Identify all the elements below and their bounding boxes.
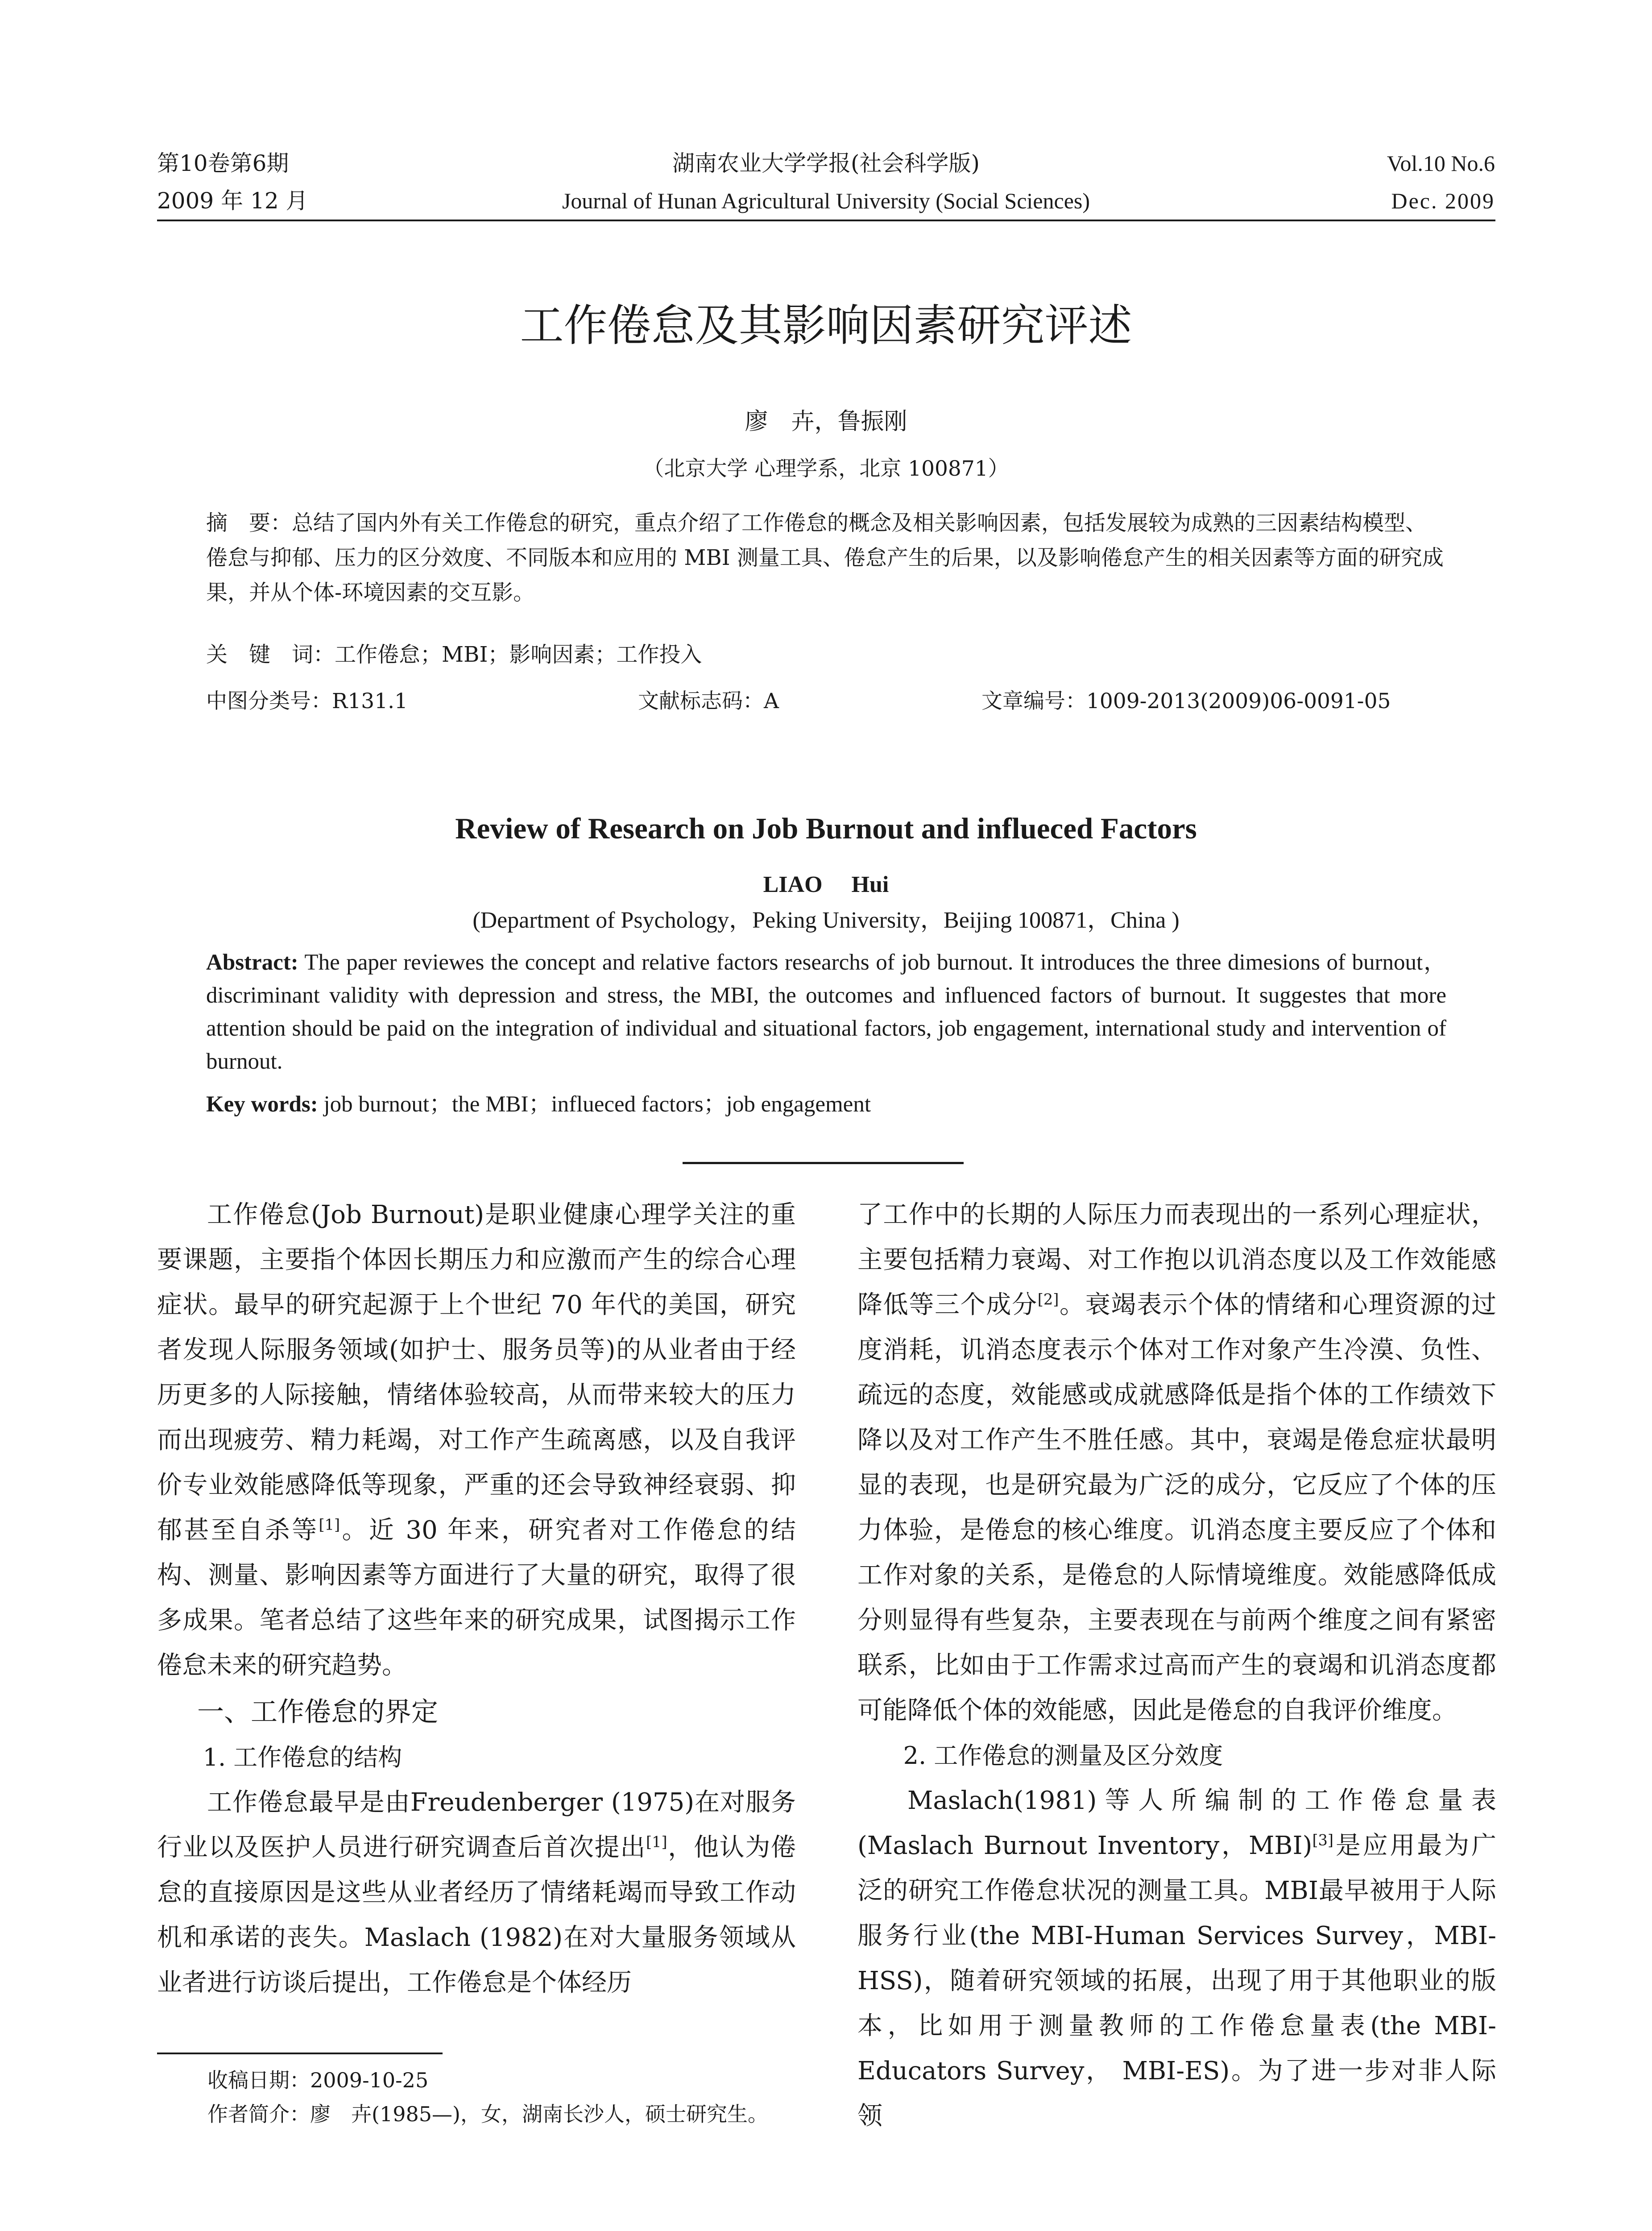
intro-text-b: 。近 30 年来，研究者对工作倦怠的结构、测量、影响因素等方面进行了大量的研究，取得了很多成果。笔者总结了这些年来的研究成果，试图揭示工作倦怠未来的研究趋势。 [157,1516,796,1680]
affiliation-zh: （北京大学 心理学系，北京 100871） [643,456,1009,481]
affiliation-en: (Department of Psychology，Peking University，Beijing 100871，China ) [472,908,1180,933]
keywords-en-text: job burnout；the MBI；influeced factors；job engagement [323,1092,871,1117]
citation-3: [3] [1312,1831,1334,1849]
abstract-zh-label: 摘 要： [206,510,292,535]
journal-name-zh: 湖南农业大学学报(社会科学版) [672,150,980,176]
abstract-zh [206,506,1446,610]
structure-text-a: 工作倦怠最早是由Freudenberger (1975)在对服务行业以及医护人员进行研究调查后首次提出 [157,1788,796,1862]
structure-paragraph-continued [857,1192,1496,1733]
journal-name-en: Journal of Hunan Agricultural University (Social Sciences) [562,188,1090,213]
keywords-en-label: Key words: [206,1092,318,1117]
structure-text-b: ，他认为倦怠的直接原因是这些从业者经历了情绪耗竭而导致工作动机和承诺的丧失。Maslach (1982)在对大量服务领域从业者进行访谈后提出，工作倦怠是个体经历 [157,1833,796,1997]
received-date: 收稿日期：2009-10-25 [207,2068,429,2092]
abstract-en-text: The paper reviewes the concept and relative factors researchs of job burnout. It introduces the three dimesions of burnout，discriminant validity with depression and stress, the MBI, the outcomes and influenced factors of burnout. It suggestes that more attention should be paid on the integration of individual and situational factors, job engagement, international study and intervention of burnout. [206,950,1446,1074]
abstract-en-label: Abstract: [206,950,298,975]
subsection-1-heading: 1. 工作倦怠的结构 [203,1743,402,1771]
paper-title-zh: 工作倦怠及其影响因素研究评述 [520,300,1132,351]
measurement-text-b: 是应用最为广泛的研究工作倦怠状况的测量工具。MBI最早被用于人际服务行业(the MBI-Human Services Survey，MBI-HSS)，随着研究领域的拓展，出现了用于其他职业的版本，比如用于测量教师的工作倦怠量表(the MBI-Educators Survey， MBI-ES)。为了进一步对非人际领 [857,1831,1497,2131]
structure-paragraph [157,1780,796,2005]
intro-paragraph [157,1192,796,1688]
subsection-2-heading: 2. 工作倦怠的测量及区分效度 [903,1742,1223,1770]
document-code-label: 文献标志码： [638,689,764,713]
continued-text-b: 。衰竭表示个体的情绪和心理资源的过度消耗，讥消态度表示个体对工作对象产生冷漠、负性、疏远的态度，效能感或成就感降低是指个体的工作绩效下降以及对工作产生不胜任感。其中，衰竭是倦怠症状最明显的表现，也是研究最为广泛的成分，它反应了个体的压力体验，是倦怠的核心维度。讥消态度主要反应了个体和工作对象的关系，是倦怠的人际情境维度。效能感降低成分则显得有些复杂，主要表现在与前两个维度之间有紧密联系，比如由于工作需求过高而产生的衰竭和讥消态度都可能降低个体的效能感，因此是倦怠的自我评价维度。 [857,1290,1497,1725]
keywords-zh-label: 关 键 词： [206,642,335,667]
clc-number [206,686,408,717]
article-number-value: 1009-2013(2009)06-0091-05 [1086,689,1391,713]
citation-2: [2] [1037,1290,1059,1308]
header-date: 2009 年 12 月 [157,188,308,214]
header-volume: Vol.10 No.6 [1387,151,1495,176]
keywords-en [206,1089,871,1120]
body-right-column [857,1192,1496,2139]
abstract-en [206,946,1446,1078]
document-code-value: A [764,689,779,713]
measurement-text-a: Maslach(1981) 等 人 所 编 制 的 工 作 倦 怠 量 表 (Maslach Burnout Inventory，MBI) [857,1786,1496,1860]
authors-zh: 廖 卉，鲁振刚 [745,408,907,435]
footnote-rule [157,2053,443,2054]
document-code [638,686,779,717]
keywords-zh-text: 工作倦怠；MBI；影响因素；工作投入 [335,642,702,667]
body-left-column [157,1192,796,2005]
header-issue: 第10卷第6期 [157,150,289,176]
section-1-heading: 一、工作倦怠的界定 [197,1696,438,1728]
intro-text-a: 工作倦怠(Job Burnout)是职业健康心理学关注的重要课题，主要指个体因长期压力和应激而产生的综合心理症状。最早的研究起源于上个世纪 70 年代的美国，研究者发现人际服务领域(如护士、服务员等)的从业者由于经历更多的人际接触，情绪体验较高，从而带来较大的压力而出现疲劳、精力耗竭，对工作产生疏离感，以及自我评价专业效能感降低等现象，严重的还会导致神经衰弱、抑郁甚至自杀等 [157,1200,796,1545]
article-number-label: 文章编号： [981,689,1086,713]
header-rule [157,220,1495,221]
article-number [981,686,1391,717]
author-bio: 作者简介：廖 卉(1985—)，女，湖南长沙人，硕士研究生。 [207,2102,768,2126]
continued-text-a: 了工作中的长期的人际压力而表现出的一系列心理症状，主要包括精力衰竭、对工作抱以讥消态度以及工作效能感降低等三个成分 [857,1200,1496,1319]
paper-title-en: Review of Research on Job Burnout and influeced Factors [455,812,1197,845]
section-divider [683,1162,964,1164]
keywords-zh [206,639,702,670]
measurement-paragraph [857,1778,1496,2139]
clc-value: R131.1 [332,689,408,713]
header-date-en: Dec. 2009 [1391,188,1495,213]
abstract-zh-text: 总结了国内外有关工作倦怠的研究，重点介绍了工作倦怠的概念及相关影响因素，包括发展较为成熟的三因素结构模型、倦怠与抑郁、压力的区分效度、不同版本和应用的 MBI 测量工具、倦怠产生的后果，以及影响倦怠产生的相关因素等方面的研究成果，并从个体-环境因素的交互影。 [206,510,1444,605]
authors-en: LIAO Hui [763,872,889,897]
citation-1b: [1] [646,1833,667,1851]
clc-label: 中图分类号： [206,689,332,713]
citation-1: [1] [319,1516,340,1534]
